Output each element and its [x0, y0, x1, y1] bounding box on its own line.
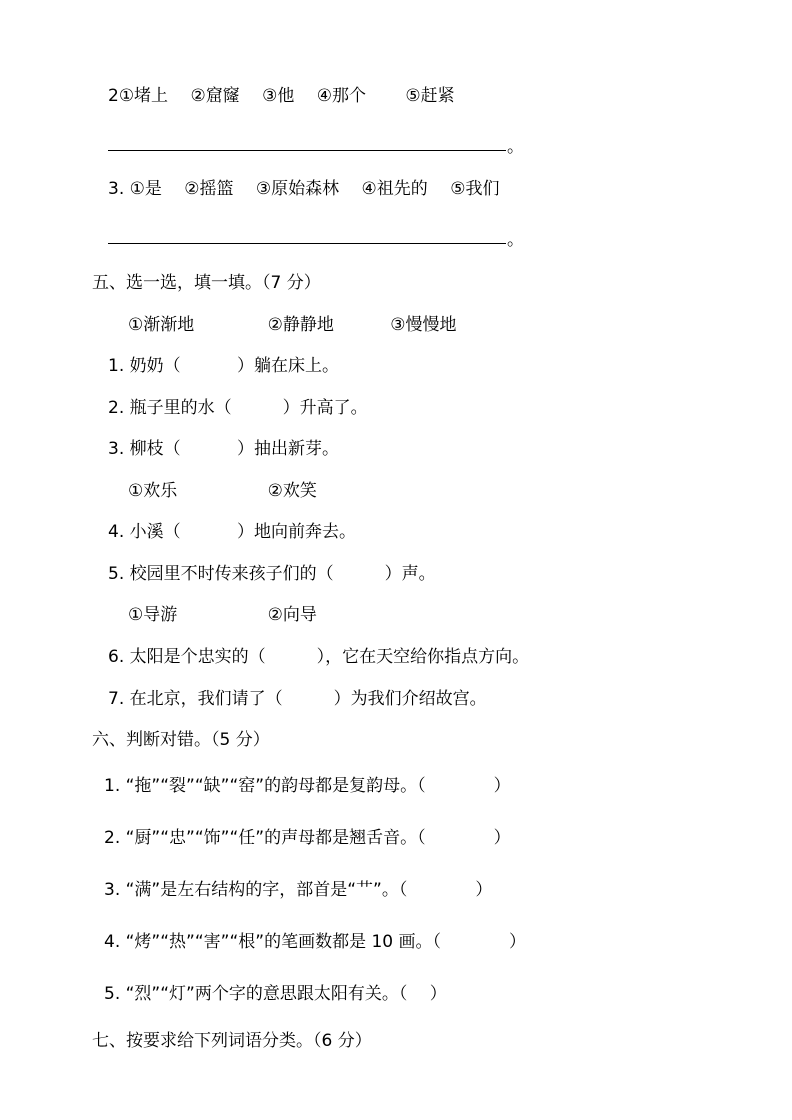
q4-2-period: 。 [507, 137, 524, 157]
section5-q6: 6. 太阳是个忠实的（ ），它在天空给你指点方向。 [108, 647, 530, 667]
section5-options-3: ①导游 ②向导 [128, 605, 317, 625]
q4-2-answer-line[interactable] [108, 150, 506, 151]
q4-2-words: 2①堵上 ②窟窿 ③他 ④那个 ⑤赶紧 [108, 86, 455, 106]
section5-q1: 1. 奶奶（ ）躺在床上。 [108, 356, 340, 376]
section5-q5: 5. 校园里不时传来孩子们的（ ）声。 [108, 564, 436, 584]
section5-options-2: ①欢乐 ②欢笑 [128, 481, 317, 501]
q4-3-period: 。 [507, 230, 524, 250]
section5-options-1: ①渐渐地 ②静静地 ③慢慢地 [128, 315, 457, 335]
section5-q7: 7. 在北京，我们请了（ ）为我们介绍故宫。 [108, 689, 487, 709]
section5-title: 五、选一选，填一填。（7 分） [92, 273, 321, 293]
section6-q3: 3. “满”是左右结构的字，部首是“艹”。（ ） [104, 880, 493, 900]
section7-title: 七、按要求给下列词语分类。（6 分） [92, 1031, 372, 1051]
section6-q2: 2. “厨”“忠”“饰”“任”的声母都是翘舌音。（ ） [104, 828, 511, 848]
section5-q2: 2. 瓶子里的水（ ）升高了。 [108, 398, 368, 418]
section5-q3: 3. 柳枝（ ）抽出新芽。 [108, 439, 340, 459]
section5-q4: 4. 小溪（ ）地向前奔去。 [108, 522, 357, 542]
section6-title: 六、判断对错。（5 分） [92, 730, 270, 750]
section6-q4: 4. “烤”“热”“害”“根”的笔画数都是 10 画。（ ） [104, 932, 527, 952]
q4-3-answer-line[interactable] [108, 243, 506, 244]
section6-q1: 1. “拖”“裂”“缺”“窑”的韵母都是复韵母。（ ） [104, 776, 511, 796]
q4-3-words: 3. ①是 ②摇篮 ③原始森林 ④祖先的 ⑤我们 [108, 179, 500, 199]
section6-q5: 5. “烈”“灯”两个字的意思跟太阳有关。（ ） [104, 984, 447, 1004]
